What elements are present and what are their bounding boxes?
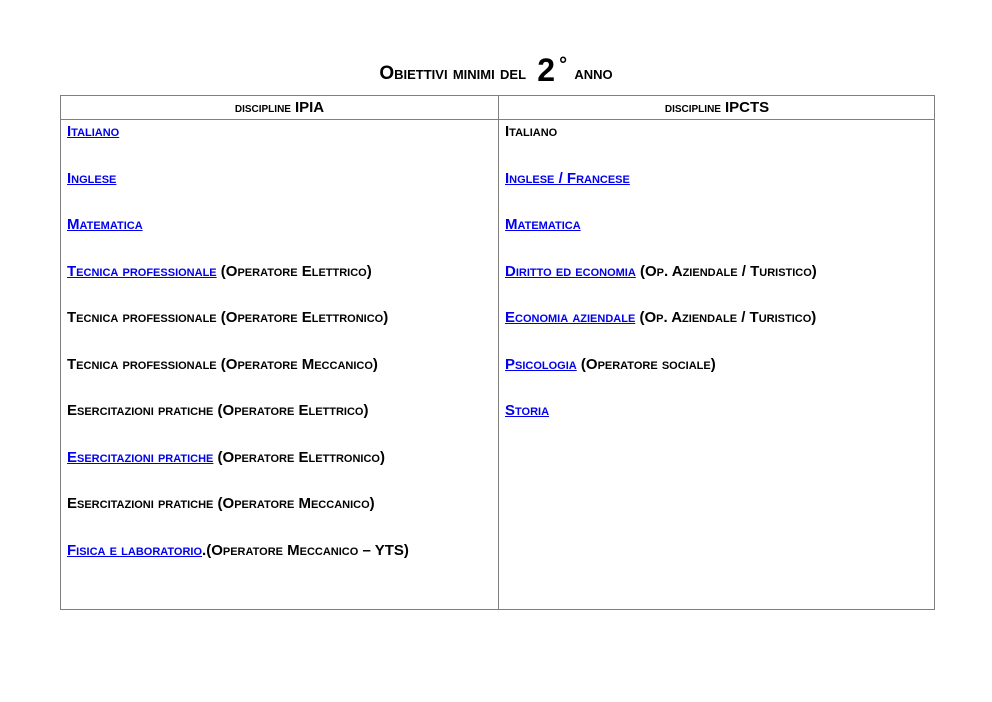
page-title: [0, 50, 992, 89]
discipline-item[interactable]: [67, 541, 495, 588]
discipline-item[interactable]: [505, 355, 933, 402]
discipline-link[interactable]: Matematica: [505, 216, 581, 233]
discipline-link[interactable]: Economia aziendale: [505, 309, 636, 326]
title-suffix: anno: [574, 63, 613, 84]
discipline-text: Esercitazioni pratiche (Operatore Elettrico): [67, 402, 369, 419]
title-prefix: Obiettivi minimi del: [379, 63, 527, 84]
discipline-item[interactable]: [67, 122, 495, 169]
header-ipcts-name: IPCTS: [724, 99, 770, 116]
discipline-text: (Op. Aziendale / Turistico): [635, 262, 817, 280]
discipline-item[interactable]: [505, 169, 933, 216]
ipcts-discipline-list: [505, 122, 933, 448]
discipline-link[interactable]: Inglese / Francese: [505, 169, 630, 187]
header-divider: [61, 119, 934, 120]
discipline-text: (Operatore Elettronico): [213, 448, 385, 466]
discipline-item[interactable]: [67, 169, 495, 216]
discipline-link[interactable]: Storia: [505, 402, 550, 419]
discipline-link[interactable]: Psicologia: [505, 355, 577, 373]
discipline-text: (Operatore sociale): [576, 355, 716, 373]
discipline-item[interactable]: [505, 308, 933, 355]
discipline-text: Tecnica professionale (Operatore Elettronico): [67, 309, 389, 326]
discipline-link[interactable]: Diritto ed economia: [505, 262, 636, 280]
discipline-link[interactable]: Matematica: [67, 216, 143, 233]
discipline-link[interactable]: Esercitazioni pratiche: [67, 448, 214, 466]
discipline-text: Esercitazioni pratiche (Operatore Meccanico): [67, 495, 375, 512]
discipline-item: [505, 122, 933, 169]
discipline-item: [67, 308, 495, 355]
discipline-link[interactable]: Inglese: [67, 169, 117, 187]
discipline-text: .(Operatore Meccanico – YTS): [202, 541, 409, 559]
discipline-link[interactable]: Fisica e laboratorio: [67, 541, 203, 559]
discipline-link[interactable]: Tecnica professionale: [67, 262, 217, 280]
column-divider: [498, 96, 499, 609]
discipline-item[interactable]: [505, 215, 933, 262]
discipline-item[interactable]: [505, 262, 933, 309]
discipline-item[interactable]: [505, 401, 933, 448]
discipline-item: [67, 401, 495, 448]
header-ipia-name: IPIA: [294, 99, 325, 116]
title-number: 2: [537, 52, 556, 88]
discipline-item[interactable]: [67, 262, 495, 309]
discipline-text: Tecnica professionale (Operatore Meccanico): [67, 355, 378, 373]
disciplines-table: [60, 95, 935, 610]
title-degree: °: [559, 54, 568, 76]
discipline-item[interactable]: [67, 215, 495, 262]
discipline-text: (Operatore Elettrico): [216, 262, 372, 280]
discipline-text: (Op. Aziendale / Turistico): [635, 309, 817, 326]
discipline-item[interactable]: [67, 448, 495, 495]
discipline-item: [67, 494, 495, 541]
discipline-text: Italiano: [505, 123, 558, 140]
header-ipcts-label: discipline: [664, 99, 721, 115]
header-ipia: [61, 96, 498, 119]
header-ipia-label: discipline: [234, 99, 291, 115]
discipline-link[interactable]: Italiano: [67, 123, 120, 140]
ipia-discipline-list: [67, 122, 495, 587]
header-ipcts: [499, 96, 935, 119]
discipline-item: [67, 355, 495, 402]
